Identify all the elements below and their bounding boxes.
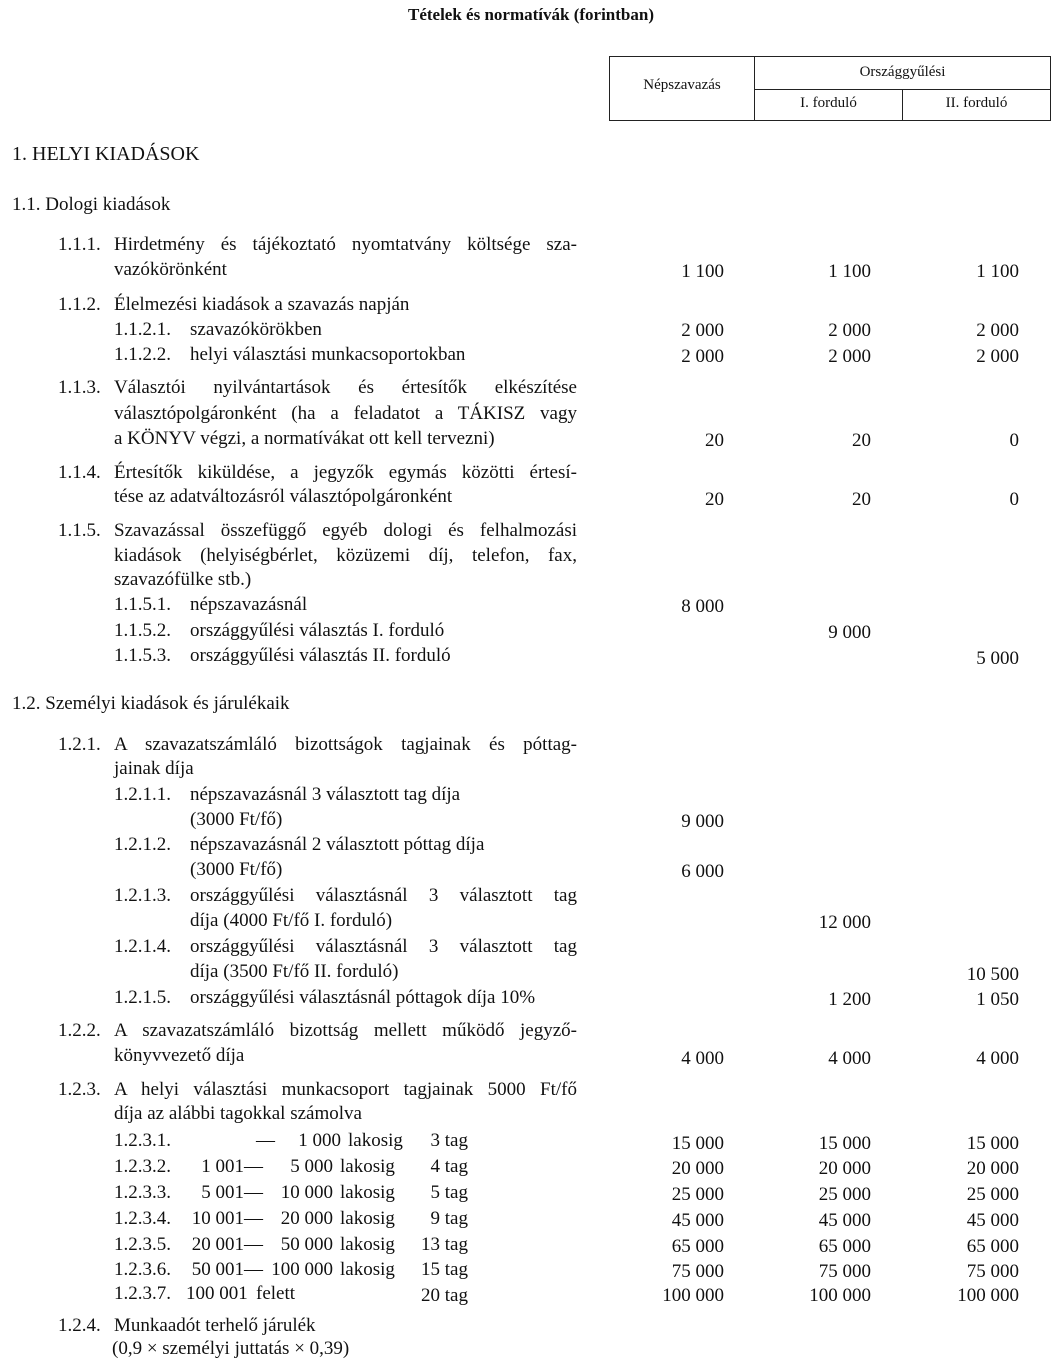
item-number: 1.1.1. [58, 234, 101, 255]
value-nepszavazas: 9 000 [681, 811, 724, 832]
value-fordulo2: 100 000 [957, 1285, 1019, 1306]
value-fordulo1: 75 000 [818, 1261, 871, 1282]
tier-to: 10 000 [280, 1182, 333, 1203]
tier-unit: lakosig [340, 1259, 395, 1280]
item-text-line: Élelmezési kiadások a szavazás napján [114, 294, 410, 315]
tier-members: 4 tag [430, 1156, 468, 1177]
item-number: 1.2.1.5. [114, 987, 171, 1008]
tier-unit: lakosig [348, 1130, 403, 1151]
value-nepszavazas: 8 000 [681, 596, 724, 617]
header-fordulo1: I. forduló [800, 95, 857, 111]
tier-to: 20 000 [280, 1208, 333, 1229]
tier-members: 9 tag [430, 1208, 468, 1229]
value-fordulo2: 0 [1009, 489, 1019, 510]
tier-number: 1.2.3.5. [114, 1234, 171, 1255]
header-nepszavazas: Népszavazás [643, 77, 721, 93]
tier-from: 20 001 [191, 1234, 244, 1255]
item-text-line: országgyűlési választásnál 3 választott tag [190, 885, 577, 906]
tier-dash: — [244, 1156, 263, 1177]
item-text-line: vazókörönként [114, 259, 227, 280]
value-fordulo1: 65 000 [818, 1236, 871, 1257]
item-text-line: jainak díja [114, 758, 194, 779]
item-number: 1.2.2. [58, 1020, 101, 1041]
value-fordulo2: 75 000 [966, 1261, 1019, 1282]
tier-dash: — [244, 1259, 263, 1280]
tier-to: 50 000 [280, 1234, 333, 1255]
item-number: 1.2.1.2. [114, 834, 171, 855]
header-orszaggyulesi: Országgyűlési [859, 64, 946, 80]
tier-number: 1.2.3.3. [114, 1182, 171, 1203]
tier-from: 10 001 [191, 1208, 244, 1229]
tier-members: 15 tag [421, 1259, 468, 1280]
value-nepszavazas: 45 000 [671, 1210, 724, 1231]
value-nepszavazas: 20 [705, 489, 724, 510]
item-text-line: országgyűlési választás II. forduló [190, 645, 451, 666]
item-number: 1.1.5.3. [114, 645, 171, 666]
value-fordulo1: 1 100 [828, 261, 871, 282]
tier-members: 3 tag [430, 1130, 468, 1151]
value-fordulo2: 1 050 [976, 989, 1019, 1010]
value-nepszavazas: 15 000 [671, 1133, 724, 1154]
value-fordulo2: 0 [1009, 430, 1019, 451]
value-nepszavazas: 20 [705, 430, 724, 451]
item-text-line: Választói nyilvántartások és értesítők elkészítése [114, 377, 577, 398]
section-heading-1-2: 1.2. Személyi kiadások és járulékaik [12, 693, 290, 714]
value-fordulo2: 4 000 [976, 1048, 1019, 1069]
item-number: 1.1.2.1. [114, 319, 171, 340]
item-number: 1.2.3. [58, 1079, 101, 1100]
item-text-line: Munkaadót terhelő járulék [114, 1315, 316, 1336]
value-nepszavazas: 100 000 [662, 1285, 724, 1306]
tier-dash: — [244, 1182, 263, 1203]
value-fordulo1: 20 000 [818, 1158, 871, 1179]
item-text-line: A helyi választási munkacsoport tagjainak 5000 Ft/fő [114, 1079, 577, 1100]
tier-members: 13 tag [421, 1234, 468, 1255]
item-text-line: a KÖNYV végzi, a normatívákat ott kell tervezni) [114, 428, 495, 449]
header-fordulo2: II. forduló [945, 95, 1008, 111]
value-fordulo2: 15 000 [966, 1133, 1019, 1154]
item-number: 1.1.4. [58, 462, 101, 483]
tier-unit: lakosig [340, 1156, 395, 1177]
value-nepszavazas: 1 100 [681, 261, 724, 282]
value-fordulo2: 45 000 [966, 1210, 1019, 1231]
item-number: 1.2.1.1. [114, 784, 171, 805]
value-nepszavazas: 2 000 [681, 320, 724, 341]
value-nepszavazas: 20 000 [671, 1158, 724, 1179]
tier-from: 100 001 [186, 1283, 248, 1304]
value-fordulo2: 2 000 [976, 346, 1019, 367]
value-nepszavazas: 2 000 [681, 346, 724, 367]
tier-unit: lakosig [340, 1208, 395, 1229]
item-text-line: országgyűlési választásnál póttagok díja 10% [190, 987, 536, 1008]
tier-members: 20 tag [421, 1285, 468, 1306]
item-text-line: választópolgáronként (ha a feladatot a TÁKISZ vagy [114, 403, 577, 424]
tier-to: 1 000 [298, 1130, 341, 1151]
value-fordulo1: 15 000 [818, 1133, 871, 1154]
value-fordulo2: 1 100 [976, 261, 1019, 282]
tier-to: 100 000 [271, 1259, 333, 1280]
value-fordulo2: 25 000 [966, 1184, 1019, 1205]
value-fordulo1: 45 000 [818, 1210, 871, 1231]
tier-members: 5 tag [430, 1182, 468, 1203]
tier-number: 1.2.3.4. [114, 1208, 171, 1229]
tier-to: 5 000 [290, 1156, 333, 1177]
value-fordulo2: 5 000 [976, 648, 1019, 669]
tier-unit: lakosig [340, 1182, 395, 1203]
item-text-line: (3000 Ft/fő) [190, 859, 283, 880]
item-text-line: kiadások (helyiségbérlet, közüzemi díj, telefon, fax, [114, 545, 577, 566]
item-text-line: országgyűlési választás I. forduló [190, 620, 445, 641]
item-number: 1.2.4. [58, 1315, 101, 1336]
section-heading-1: 1. HELYI KIADÁSOK [12, 143, 200, 165]
item-text-line: helyi választási munkacsoportokban [190, 344, 466, 365]
item-text-line: A szavazatszámláló bizottság mellett működő jegyző- [114, 1020, 577, 1041]
item-text-line: (3000 Ft/fő) [190, 809, 283, 830]
tier-unit: felett [256, 1283, 296, 1304]
section-heading-1-1: 1.1. Dologi kiadások [12, 194, 171, 215]
value-nepszavazas: 6 000 [681, 861, 724, 882]
value-nepszavazas: 65 000 [671, 1236, 724, 1257]
tier-dash: — [244, 1234, 263, 1255]
item-text-line: Szavazással összefüggő egyéb dologi és felhalmozási [114, 520, 577, 541]
value-fordulo1: 2 000 [828, 346, 871, 367]
item-text-line: tése az adatváltozásról választópolgáronként [114, 486, 453, 507]
tier-dash: — [256, 1130, 275, 1151]
item-number: 1.1.2.2. [114, 344, 171, 365]
value-fordulo2: 10 500 [966, 964, 1019, 985]
item-text-line: díja (3500 Ft/fő II. forduló) [190, 961, 399, 982]
value-fordulo1: 20 [852, 489, 871, 510]
value-fordulo2: 20 000 [966, 1158, 1019, 1179]
item-number: 1.2.1.4. [114, 936, 171, 957]
item-text-line: A szavazatszámláló bizottságok tagjainak és póttag- [114, 734, 577, 755]
value-fordulo1: 12 000 [818, 912, 871, 933]
value-fordulo1: 2 000 [828, 320, 871, 341]
item-number: 1.1.5. [58, 520, 101, 541]
item-text-line: könyvvezető díja [114, 1045, 245, 1066]
item-text-line: szavazófülke stb.) [114, 569, 252, 590]
item-text-line: szavazókörökben [190, 319, 322, 340]
tier-from: 50 001 [191, 1259, 244, 1280]
item-text-line: Értesítők kiküldése, a jegyzők egymás közötti értesí- [114, 462, 577, 483]
value-fordulo2: 65 000 [966, 1236, 1019, 1257]
value-nepszavazas: 4 000 [681, 1048, 724, 1069]
tier-number: 1.2.3.7. [114, 1283, 171, 1304]
item-number: 1.2.1.3. [114, 885, 171, 906]
tier-dash: — [244, 1208, 263, 1229]
item-text-line: díja (4000 Ft/fő I. forduló) [190, 910, 393, 931]
item-number: 1.2.1. [58, 734, 101, 755]
value-fordulo1: 4 000 [828, 1048, 871, 1069]
tier-from: 1 001 [201, 1156, 244, 1177]
item-number: 1.1.3. [58, 377, 101, 398]
item-text-line: országgyűlési választásnál 3 választott tag [190, 936, 577, 957]
page-title: Tételek és normatívák (forintban) [407, 5, 654, 24]
item-number: 1.1.2. [58, 294, 101, 315]
item-number: 1.1.5.1. [114, 594, 171, 615]
value-fordulo1: 9 000 [828, 622, 871, 643]
value-fordulo1: 20 [852, 430, 871, 451]
tier-unit: lakosig [340, 1234, 395, 1255]
tier-from: 5 001 [201, 1182, 244, 1203]
value-fordulo1: 1 200 [828, 989, 871, 1010]
tier-number: 1.2.3.2. [114, 1156, 171, 1177]
item-text-line: népszavazásnál [190, 594, 308, 615]
item-number: 1.1.5.2. [114, 620, 171, 641]
value-fordulo1: 25 000 [818, 1184, 871, 1205]
value-nepszavazas: 75 000 [671, 1261, 724, 1282]
item-text-line: díja az alábbi tagokkal számolva [114, 1103, 362, 1124]
item-text-line: (0,9 × személyi juttatás × 0,39) [112, 1338, 350, 1359]
tier-number: 1.2.3.1. [114, 1130, 171, 1151]
tier-number: 1.2.3.6. [114, 1259, 171, 1280]
item-text-line: népszavazásnál 2 választott póttag díja [190, 834, 485, 855]
value-fordulo2: 2 000 [976, 320, 1019, 341]
item-text-line: Hirdetmény és tájékoztató nyomtatvány költsége sza- [114, 234, 577, 255]
value-nepszavazas: 25 000 [671, 1184, 724, 1205]
value-fordulo1: 100 000 [809, 1285, 871, 1306]
item-text-line: népszavazásnál 3 választott tag díja [190, 784, 461, 805]
